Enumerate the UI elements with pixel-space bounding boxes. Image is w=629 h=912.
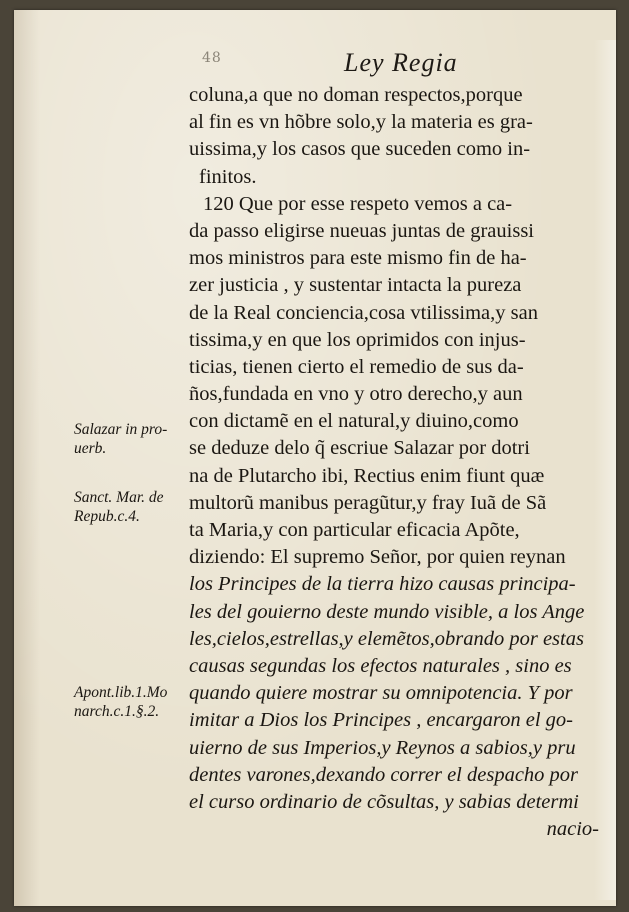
marginal-note-line: uerb. bbox=[74, 440, 107, 457]
text-line: ta Maria,y con particular eficacia Apõte, bbox=[189, 519, 520, 541]
marginal-note-line: narch.c.1.§.2. bbox=[74, 703, 160, 720]
page-number: 48 bbox=[202, 50, 222, 66]
catchword: nacio- bbox=[546, 818, 599, 841]
paragraph-start-line: 120 Que por esse respeto vemos a ca- bbox=[203, 192, 513, 215]
text-line: coluna,a que no doman respectos,porque bbox=[189, 84, 523, 106]
italic-quote-line: quando quiere mostrar su omnipotencia. Y por bbox=[189, 682, 573, 705]
text-line: da passo eligirse nueuas juntas de grauissi bbox=[189, 219, 535, 242]
running-title: Ley Regia bbox=[344, 48, 458, 77]
text-line: al fin es vn hõbre solo,y la materia es gra- bbox=[189, 111, 533, 134]
text-line: ños,fundada en vno y otro derecho,y aun bbox=[189, 383, 523, 406]
body-text bbox=[189, 82, 609, 843]
italic-quote-line: los Principes de la tierra hizo causas principa- bbox=[189, 573, 576, 596]
marginal-note bbox=[74, 420, 192, 458]
text-line: se deduze delo q̃ escriue Salazar por dotri bbox=[189, 437, 530, 460]
text-line: con dictamẽ en el natural,y diuino,como bbox=[189, 410, 519, 433]
marginal-note-line: Salazar in pro- bbox=[74, 421, 168, 438]
text-line: zer justicia , y sustentar intacta la pureza bbox=[189, 274, 522, 297]
text-line: ticias, tienen cierto el remedio de sus da- bbox=[189, 355, 524, 378]
italic-quote-line: les,cielos,estrellas,y elemẽtos,obrando por estas bbox=[189, 627, 584, 650]
text-line: de la Real conciencia,cosa vtilissima,y san bbox=[189, 301, 538, 324]
marginal-note-line: Repub.c.4. bbox=[74, 508, 140, 525]
text-line: tissima,y en que los oprimidos con injus- bbox=[189, 328, 526, 351]
book-page bbox=[14, 10, 616, 906]
marginal-note-line: Apont.lib.1.Mo bbox=[74, 684, 168, 701]
text-line: diziendo: El supremo Señor, por quien reynan bbox=[189, 546, 566, 569]
marginal-note bbox=[74, 488, 192, 526]
italic-quote-line: imitar a Dios los Principes , encargaron el go- bbox=[189, 709, 573, 732]
marginal-note bbox=[74, 683, 192, 721]
italic-quote-line: les del gouierno deste mundo visible, a los Ange bbox=[189, 600, 585, 623]
text-line: multorũ manibus peragũtur,y fray Iuã de Sã bbox=[189, 491, 547, 514]
text-line: uissima,y los casos que suceden como in- bbox=[189, 138, 531, 161]
marginal-note-line: Sanct. Mar. de bbox=[74, 489, 164, 506]
italic-quote-line: el curso ordinario de cõsultas, y sabias determi bbox=[189, 790, 579, 813]
text-line: finitos. bbox=[199, 165, 257, 188]
text-line: na de Plutarcho ibi, Rectius enim fiunt quæ bbox=[189, 464, 545, 487]
italic-quote-line: causas segundas los efectos naturales , sino es bbox=[189, 654, 572, 677]
page-header bbox=[14, 48, 616, 78]
italic-quote-line: uierno de sus Imperios,y Reynos a sabios,y pru bbox=[189, 736, 576, 759]
italic-quote-line: dentes varones,dexando correr el despacho por bbox=[189, 763, 579, 786]
catchword-line bbox=[189, 816, 609, 843]
text-line: mos ministros para este mismo fin de ha- bbox=[189, 247, 527, 270]
